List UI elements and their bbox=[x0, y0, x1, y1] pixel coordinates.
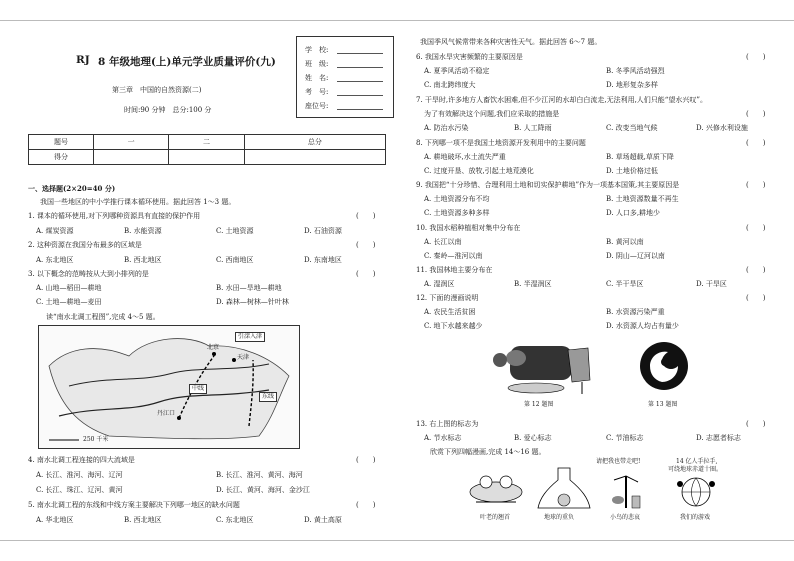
fig12-caption: 第 12 题图 bbox=[524, 401, 554, 408]
option-c[interactable]: C. 半干旱区 bbox=[606, 280, 644, 288]
answer-paren[interactable]: ( ) bbox=[356, 501, 376, 509]
question-7-cont: 为了有效解决这个问题,我们应采取的措施是 bbox=[424, 110, 560, 118]
option-d[interactable]: D. 长江、黄河、海河、金沙江 bbox=[216, 486, 310, 494]
map-label-beijing: 北京 bbox=[207, 344, 220, 351]
fig13-logo bbox=[638, 340, 690, 392]
student-info-box bbox=[296, 36, 394, 118]
question-12: 12. 下面的漫画说明 bbox=[416, 294, 479, 302]
cartoon-intro: 欣赏下列四幅漫画,完成 14～16 题。 bbox=[430, 448, 546, 456]
map-scale: 250 千米 bbox=[83, 436, 109, 443]
map-label-luanhe: 引滦入津 bbox=[235, 332, 265, 342]
option-c[interactable]: C. 土地资源多种多样 bbox=[424, 209, 490, 217]
option-d[interactable]: D. 干旱区 bbox=[696, 280, 727, 288]
option-d[interactable]: D. 兴修水利设施 bbox=[696, 124, 748, 132]
name-field[interactable] bbox=[337, 81, 383, 82]
option-b[interactable]: B. 黄河以南 bbox=[606, 238, 644, 246]
question-3: 3. 以下概念的范畴按从大到小排列的是 bbox=[28, 270, 149, 278]
option-d[interactable]: D. 森林—树林—针叶林 bbox=[216, 298, 289, 306]
cartoon-4-bubble-line1: 14 亿人手拉手, bbox=[676, 458, 718, 465]
option-c[interactable]: C. 土地—耕地—麦田 bbox=[36, 298, 102, 306]
cartoon-4 bbox=[676, 474, 716, 510]
fig12-cartoon bbox=[492, 338, 596, 396]
cartoon-3 bbox=[606, 470, 646, 510]
map-label-middle-route: 中线 bbox=[189, 384, 207, 394]
option-a[interactable]: A. 耕地破坏,水土流失严重 bbox=[424, 153, 506, 161]
south-north-water-map bbox=[38, 325, 300, 449]
question-8: 8. 下列哪一项不是我国土地资源开发利用中的主要问题 bbox=[416, 139, 586, 147]
option-d[interactable]: D. 水资源人均占有量少 bbox=[606, 322, 679, 330]
option-d[interactable]: D. 石油资源 bbox=[304, 227, 342, 235]
option-c[interactable]: C. 秦岭—淮河以南 bbox=[424, 252, 483, 260]
water-drop-logo-icon bbox=[638, 340, 690, 392]
cartoon-3-bubble: 请把我也带走吧! bbox=[596, 458, 641, 465]
cartoon-4-drawing bbox=[676, 474, 716, 510]
option-b[interactable]: B. 土地资源数量不再生 bbox=[606, 195, 679, 203]
option-a[interactable]: A. 土地资源分布不均 bbox=[424, 195, 490, 203]
option-c[interactable]: C. 西南地区 bbox=[216, 256, 254, 264]
answer-paren[interactable]: ( ) bbox=[356, 241, 376, 249]
question-10: 10. 我国水稻种植相对集中分布在 bbox=[416, 224, 521, 232]
answer-paren[interactable]: ( ) bbox=[746, 53, 766, 61]
option-c[interactable]: C. 土地资源 bbox=[216, 227, 254, 235]
option-b[interactable]: B. 水资源污染严重 bbox=[606, 308, 665, 316]
class-field[interactable] bbox=[337, 67, 383, 68]
cartoon-1 bbox=[466, 470, 526, 508]
option-b[interactable]: B. 人工降雨 bbox=[514, 124, 552, 132]
option-c[interactable]: C. 地下水越来越少 bbox=[424, 322, 483, 330]
answer-paren[interactable]: ( ) bbox=[356, 270, 376, 278]
cartoon-1-drawing bbox=[466, 470, 526, 508]
score-input-cell[interactable] bbox=[169, 150, 244, 165]
option-a[interactable]: A. 长江以南 bbox=[424, 238, 462, 246]
paper-title: 8 年级地理(上)单元学业质量评价(九) bbox=[98, 56, 276, 68]
option-a[interactable]: A. 山地—稻田—耕地 bbox=[36, 284, 102, 292]
option-b[interactable]: B. 半湿润区 bbox=[514, 280, 552, 288]
question-5: 5. 南水北调工程的东线和中线方案主要解决下列哪一地区的缺水问题 bbox=[28, 501, 240, 509]
question-6: 6. 我国水旱灾害频繁的主要原因是 bbox=[416, 53, 523, 61]
exam-time: 时间:90 分钟 总分:100 分 bbox=[124, 106, 212, 114]
score-header-cell: 题号 bbox=[29, 135, 94, 150]
option-d[interactable]: D. 土地价格过低 bbox=[606, 167, 658, 175]
map-intro: 读“南水北调工程图”,完成 4～5 题。 bbox=[46, 313, 160, 321]
question-1: 1. 课本的循环使用,对下列哪种资源具有直接的保护作用 bbox=[28, 212, 201, 220]
option-a[interactable]: A. 湿润区 bbox=[424, 280, 455, 288]
option-c[interactable]: C. 长江、珠江、辽河、黄河 bbox=[36, 486, 123, 494]
score-label-cell: 得分 bbox=[29, 150, 94, 165]
cartoon-3-caption: 小鸟的悲哀 bbox=[610, 514, 641, 521]
option-b[interactable]: B. 爱心标志 bbox=[514, 434, 552, 442]
score-table bbox=[28, 134, 386, 165]
option-a[interactable]: A. 煤炭资源 bbox=[36, 227, 74, 235]
option-b[interactable]: B. 西北地区 bbox=[124, 256, 162, 264]
map-label-east-route: 东线 bbox=[259, 392, 277, 402]
option-b[interactable]: B. 水能资源 bbox=[124, 227, 162, 235]
option-b[interactable]: B. 草场超载,草质下降 bbox=[606, 153, 674, 161]
seat-no-label: 座位号: bbox=[305, 102, 329, 110]
cartoon-2-caption: 地球的重负 bbox=[544, 514, 575, 521]
option-b[interactable]: B. 冬季风活动强烈 bbox=[606, 67, 665, 75]
answer-paren[interactable]: ( ) bbox=[746, 181, 766, 189]
fig13-caption: 第 13 题图 bbox=[648, 401, 678, 408]
option-a[interactable]: A. 夏季风活动不稳定 bbox=[424, 67, 490, 75]
seat-no-field[interactable] bbox=[337, 109, 383, 110]
cartoon-4-bubble-line2: 可绕地球赤道十圈。 bbox=[668, 466, 723, 473]
answer-paren[interactable]: ( ) bbox=[356, 456, 376, 464]
score-input-cell[interactable] bbox=[244, 150, 385, 165]
answer-paren[interactable]: ( ) bbox=[356, 212, 376, 220]
school-label: 学 校: bbox=[305, 46, 329, 54]
score-header-cell: 二 bbox=[169, 135, 244, 150]
option-a[interactable]: A. 农民生活贫困 bbox=[424, 308, 476, 316]
option-d[interactable]: D. 黄土高原 bbox=[304, 516, 342, 524]
score-header-cell: 总分 bbox=[244, 135, 385, 150]
option-d[interactable]: D. 东南地区 bbox=[304, 256, 342, 264]
cartoon-1-caption: 叶老的翘首 bbox=[480, 514, 511, 521]
option-a[interactable]: A. 华北地区 bbox=[36, 516, 74, 524]
option-d[interactable]: D. 志愿者标志 bbox=[696, 434, 741, 442]
question-9: 9. 我国把“十分珍惜、合理利用土地和切实保护耕地”作为一项基本国策,其主要原因是 bbox=[416, 181, 680, 189]
name-label: 姓 名: bbox=[305, 74, 329, 82]
paper-code: RJ bbox=[76, 54, 90, 66]
class-label: 班 级: bbox=[305, 60, 329, 68]
exam-no-label: 考 号: bbox=[305, 88, 329, 96]
option-b[interactable]: B. 长江、淮河、黄河、海河 bbox=[216, 471, 303, 479]
answer-paren[interactable]: ( ) bbox=[746, 266, 766, 274]
answer-paren[interactable]: ( ) bbox=[746, 139, 766, 147]
option-a[interactable]: A. 节水标志 bbox=[424, 434, 462, 442]
option-a[interactable]: A. 东北地区 bbox=[36, 256, 74, 264]
option-a[interactable]: A. 长江、淮河、海河、辽河 bbox=[36, 471, 123, 479]
answer-paren[interactable]: ( ) bbox=[746, 294, 766, 302]
question-7: 7. 干旱时,许多地方人畜饮水困难,但不少江河的水却白白流走,无法利用,人们只能“望水兴叹”。 bbox=[416, 96, 707, 104]
cartoon-2-drawing bbox=[536, 466, 592, 510]
right-intro: 我国季风气候常带来各种灾害性天气。据此回答 6～7 题。 bbox=[420, 38, 602, 46]
cartoon-4-caption: 我们的游戏 bbox=[680, 514, 711, 521]
option-a[interactable]: A. 防治水污染 bbox=[424, 124, 469, 132]
answer-paren[interactable]: ( ) bbox=[746, 224, 766, 232]
option-c[interactable]: C. 南北跨纬度大 bbox=[424, 81, 476, 89]
option-d[interactable]: D. 阴山—辽河以南 bbox=[606, 252, 665, 260]
score-header-cell: 一 bbox=[94, 135, 169, 150]
question-13: 13. 右上图的标志为 bbox=[416, 420, 479, 428]
question-11: 11. 我国林地主要分布在 bbox=[416, 266, 493, 274]
chapter-title: 第三章 中国的自然资源(二) bbox=[112, 86, 202, 94]
section-heading: 一、选择题(2×20=40 分) bbox=[28, 184, 116, 193]
score-input-cell[interactable] bbox=[94, 150, 169, 165]
answer-paren[interactable]: ( ) bbox=[746, 110, 766, 118]
map-label-tianjin: 天津 bbox=[237, 354, 250, 361]
option-b[interactable]: B. 水田—旱地—耕地 bbox=[216, 284, 282, 292]
map-label-danjiangkou: 丹江口 bbox=[157, 410, 176, 417]
option-c[interactable]: C. 节油标志 bbox=[606, 434, 644, 442]
exam-no-field[interactable] bbox=[337, 95, 383, 96]
question-4: 4. 南水北调工程连接的四大流域是 bbox=[28, 456, 135, 464]
school-field[interactable] bbox=[337, 53, 383, 54]
option-d[interactable]: D. 地形复杂多样 bbox=[606, 81, 658, 89]
map-drawing bbox=[39, 326, 299, 448]
fig12-drawing bbox=[492, 338, 596, 396]
option-c[interactable]: C. 改变当地气候 bbox=[606, 124, 658, 132]
answer-paren[interactable]: ( ) bbox=[746, 420, 766, 428]
option-c[interactable]: C. 东北地区 bbox=[216, 516, 254, 524]
option-c[interactable]: C. 过度开垦、放牧,引起土地荒漠化 bbox=[424, 167, 534, 175]
cartoon-3-drawing bbox=[606, 470, 646, 510]
cartoon-2 bbox=[536, 466, 592, 510]
option-d[interactable]: D. 人口多,耕地少 bbox=[606, 209, 661, 217]
option-b[interactable]: B. 西北地区 bbox=[124, 516, 162, 524]
section-intro: 我国一些地区的中小学推行课本循环使用。据此回答 1～3 题。 bbox=[40, 198, 236, 206]
question-2: 2. 这种资源在我国分布最多的区域是 bbox=[28, 241, 142, 249]
